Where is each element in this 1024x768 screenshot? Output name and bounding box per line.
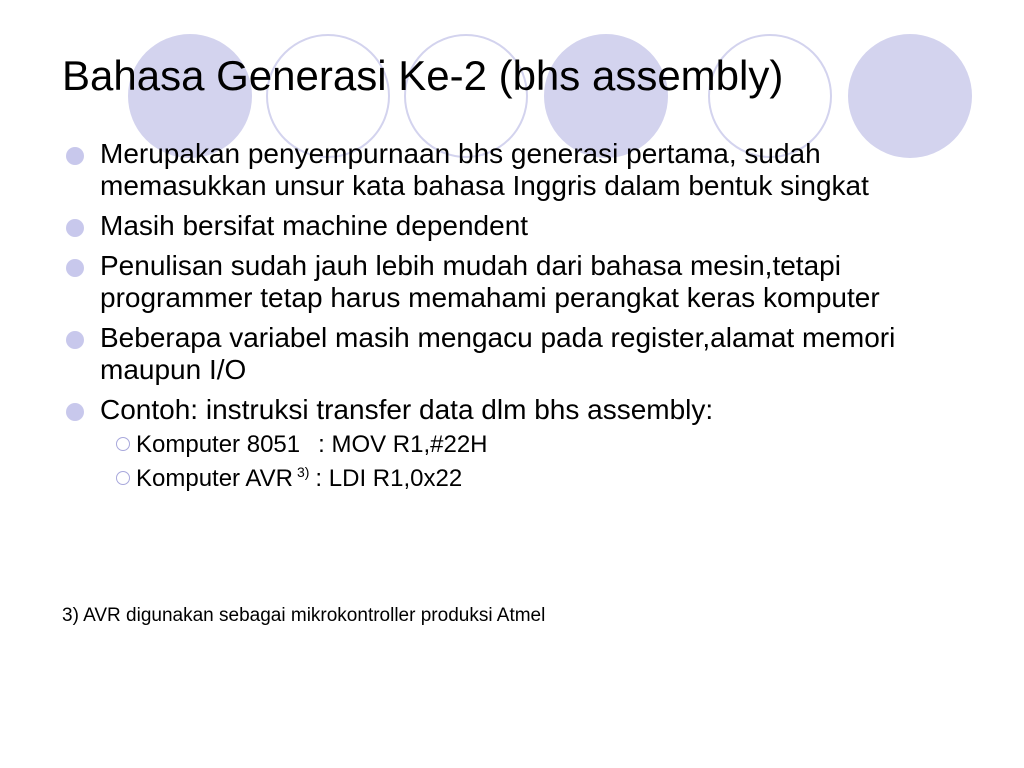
slide-title: Bahasa Generasi Ke-2 (bhs assembly) (62, 52, 784, 99)
bullet-text: Beberapa variabel masih mengacu pada register,alamat memori maupun I/O (100, 322, 896, 385)
example-item (116, 462, 962, 496)
bullet-item (62, 394, 962, 496)
example-list (100, 428, 962, 496)
footnote-marker: 3) (296, 464, 310, 480)
bullet-text: Contoh: instruksi transfer data dlm bhs assembly: (100, 394, 714, 425)
bullet-dot-icon (66, 403, 84, 421)
example-label: Komputer 8051 (136, 431, 301, 458)
sub-bullet-ring-icon (116, 471, 130, 485)
bullet-item (62, 250, 962, 314)
bullet-item (62, 210, 962, 242)
bullet-item (62, 322, 962, 386)
bullet-dot-icon (66, 331, 84, 349)
example-label: Komputer AVR (136, 465, 293, 492)
bullet-dot-icon (66, 259, 84, 277)
bullet-text: Penulisan sudah jauh lebih mudah dari bahasa mesin,tetapi programmer tetap harus memahami perangkat keras komputer (100, 250, 880, 313)
bullet-text: Merupakan penyempurnaan bhs generasi pertama, sudah memasukkan unsur kata bahasa Inggris dalam bentuk singkat (100, 138, 869, 201)
bullet-list (62, 138, 962, 504)
bullet-text: Masih bersifat machine dependent (100, 210, 529, 241)
example-item (116, 428, 962, 462)
example-value: : MOV R1,#22H (318, 431, 488, 458)
footnote: 3) AVR digunakan sebagai mikrokontroller produksi Atmel (62, 605, 546, 626)
bullet-dot-icon (66, 147, 84, 165)
sub-bullet-ring-icon (116, 437, 130, 451)
bullet-dot-icon (66, 219, 84, 237)
bullet-item (62, 138, 962, 202)
example-value: : LDI R1,0x22 (315, 465, 463, 492)
